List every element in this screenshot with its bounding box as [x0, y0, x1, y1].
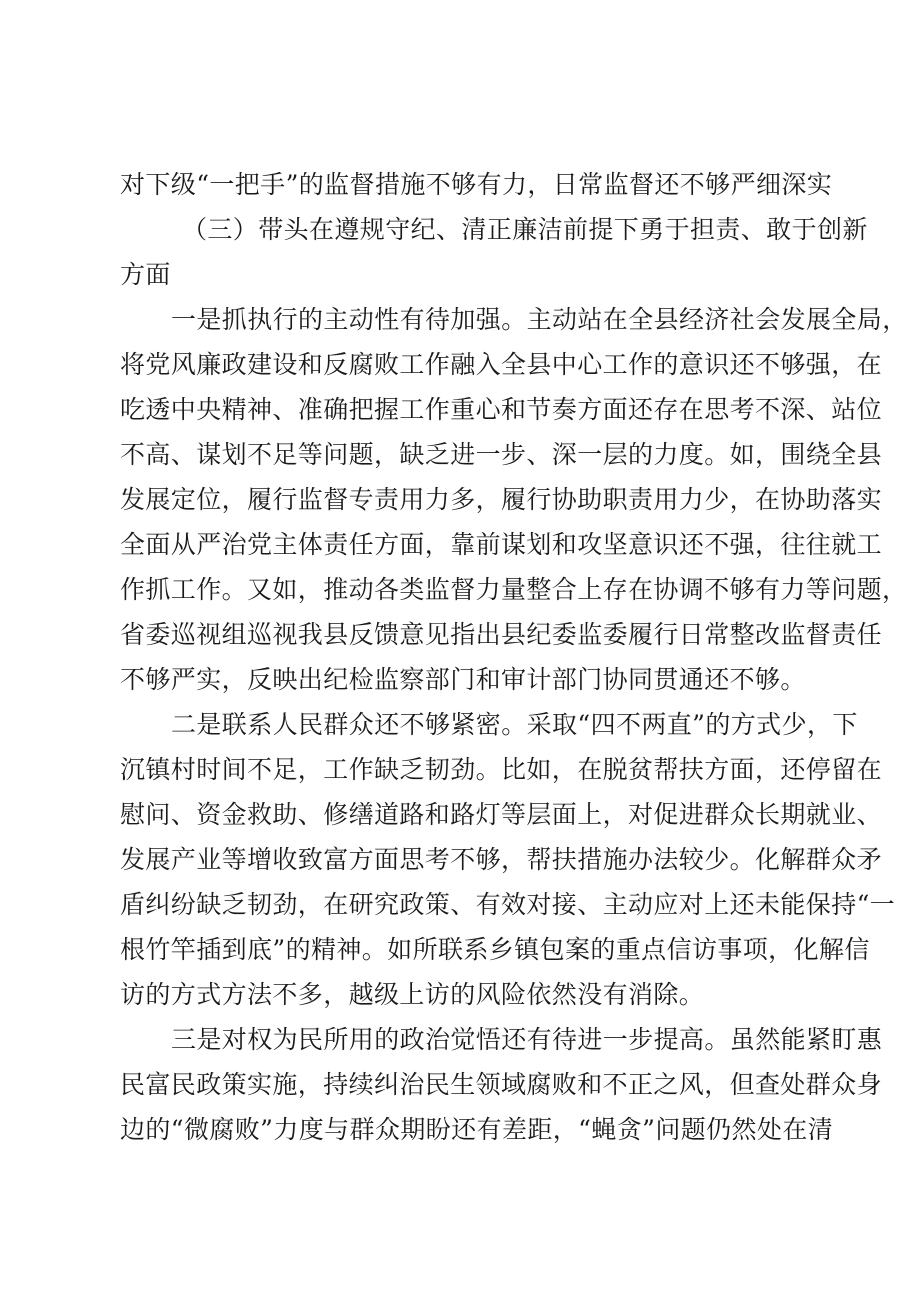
paragraph-1-line: 吃透中央精神、准确把握工作重心和节奏方面还存在思考不深、站位	[120, 395, 883, 424]
paragraph-2-line: 沉镇村时间不足，工作缺乏韧劲。比如，在脱贫帮扶方面，还停留在	[120, 755, 883, 784]
paragraph-3-line: 民富民政策实施，持续纠治民生领域腐败和不正之风，但查处群众身	[120, 1070, 883, 1099]
paragraph-2-line: 根竹竿插到底”的精神。如所联系乡镇包案的重点信访事项，化解信	[120, 935, 870, 964]
paragraph-2-line: 访的方式方法不多，越级上访的风险依然没有消除。	[120, 980, 705, 1009]
paragraph-2-line: 二是联系人民群众还不够紧密。采取“四不两直”的方式少，下	[171, 710, 858, 739]
paragraph-1-line: 不高、谋划不足等问题，缺乏进一步、深一层的力度。如，围绕全县	[120, 440, 883, 469]
paragraph-3-line: 边的“微腐败”力度与群众期盼还有差距，“蝇贪”问题仍然处在清	[120, 1115, 834, 1144]
paragraph-1-line: 作抓工作。又如，推动各类监督力量整合上存在协调不够有力等问题，	[120, 575, 908, 604]
text-line: 对下级“一把手”的监督措施不够有力，日常监督还不够严细深实	[120, 170, 833, 199]
paragraph-1-line: 一是抓执行的主动性有待加强。主动站在全县经济社会发展全局，	[171, 305, 908, 334]
paragraph-3-line: 三是对权为民所用的政治觉悟还有待进一步提高。虽然能紧盯惠	[171, 1025, 883, 1054]
section-heading: （三）带头在遵规守纪、清正廉洁前提下勇于担责、敢于创新	[182, 215, 868, 244]
paragraph-1-line: 发展定位，履行监督专责用力多，履行协助职责用力少，在协助落实	[120, 485, 883, 514]
paragraph-2-line: 慰问、资金救助、修缮道路和路灯等层面上，对促进群众长期就业、	[120, 800, 883, 829]
paragraph-1-line: 全面从严治党主体责任方面，靠前谋划和攻坚意识还不强，往往就工	[120, 530, 883, 559]
paragraph-1-line: 将党风廉政建设和反腐败工作融入全县中心工作的意识还不够强，在	[120, 350, 883, 379]
paragraph-1-line: 不够严实，反映出纪检监察部门和审计部门协同贯通还不够。	[120, 665, 806, 694]
paragraph-1-line: 省委巡视组巡视我县反馈意见指出县纪委监委履行日常整改监督责任	[120, 620, 883, 649]
document-body	[120, 162, 908, 1152]
paragraph-2-line: 盾纠纷缺乏韧劲，在研究政策、有效对接、主动应对上还未能保持“一	[120, 890, 896, 919]
paragraph-2-line: 发展产业等增收致富方面思考不够，帮扶措施办法较少。化解群众矛	[120, 845, 883, 874]
section-heading-continued: 方面	[120, 260, 171, 289]
